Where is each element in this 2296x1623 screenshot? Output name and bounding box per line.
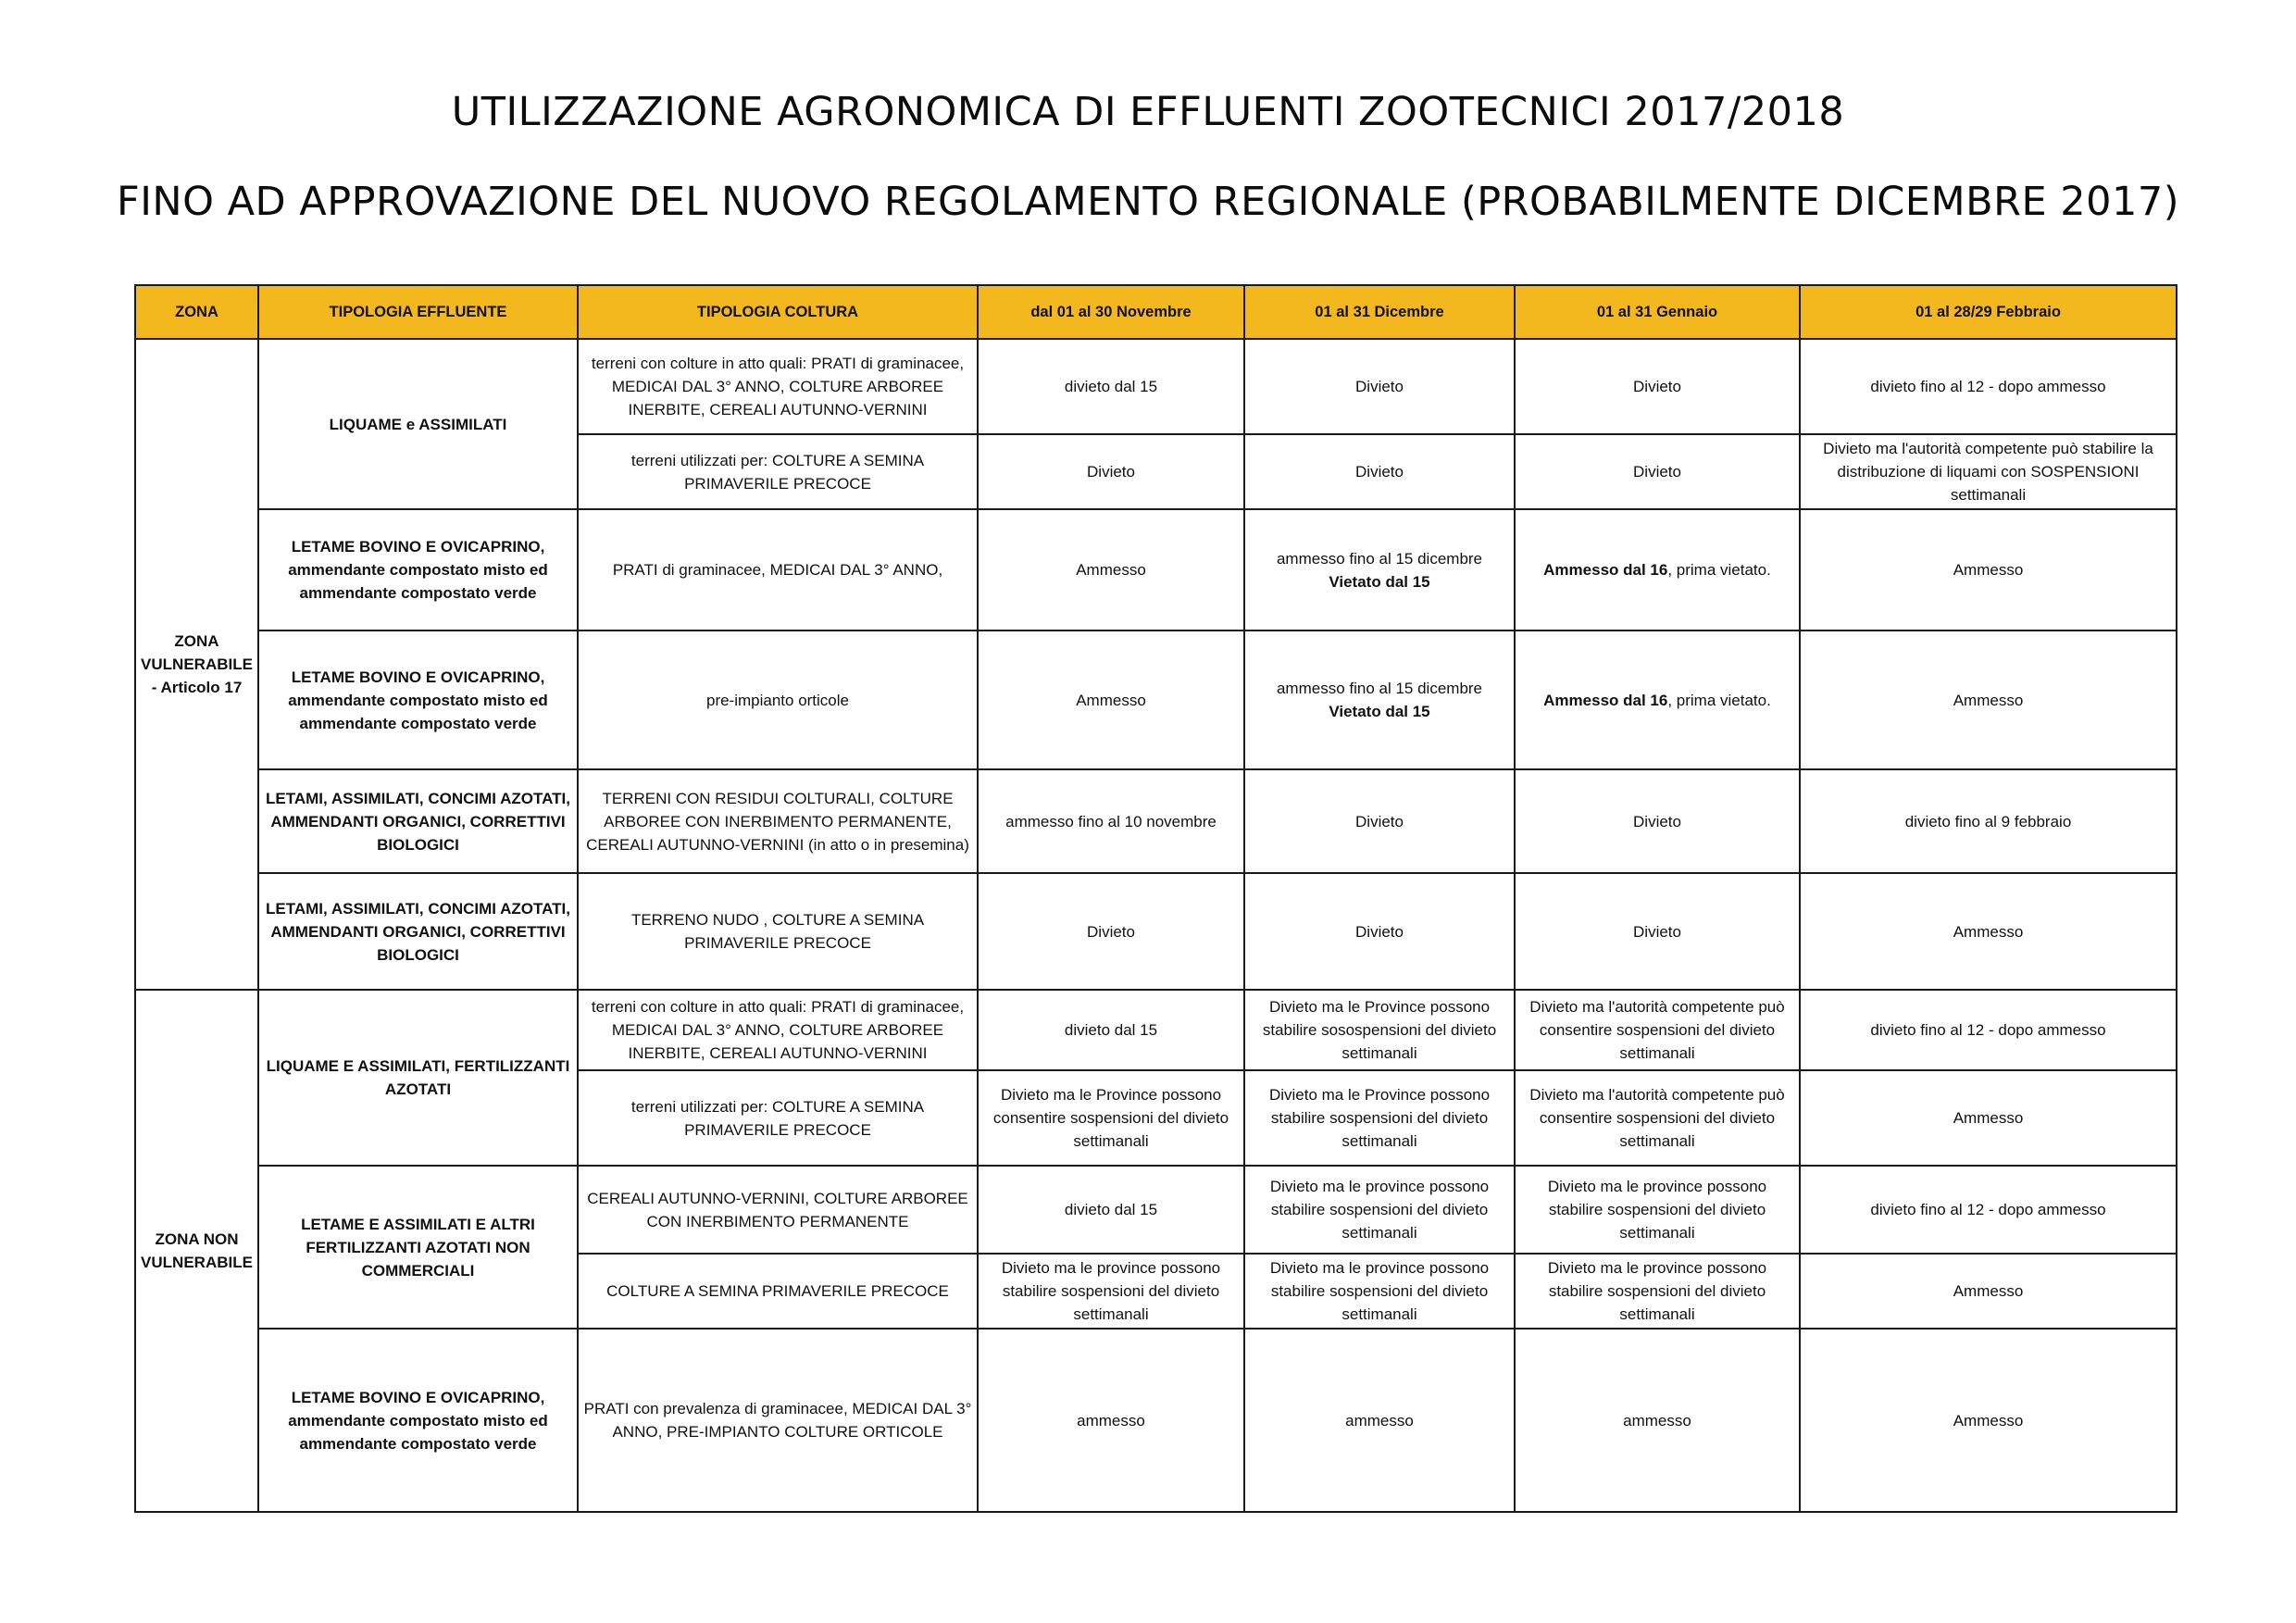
regulation-table — [134, 284, 2177, 1513]
crop-cell: PRATI con prevalenza di graminacee, MEDICAI DAL 3° ANNO, PRE-IMPIANTO COLTURE ORTICOLE — [578, 1329, 978, 1512]
cell-febbraio: divieto fino al 12 - dopo ammesso — [1800, 339, 2177, 434]
table-row — [135, 509, 2177, 630]
crop-cell: terreni utilizzati per: COLTURE A SEMINA PRIMAVERILE PRECOCE — [578, 1070, 978, 1166]
cell-gennaio — [1515, 509, 1800, 630]
header-gennaio: 01 al 31 Gennaio — [1515, 285, 1800, 339]
cell-bold-text: Vietato dal 15 — [1329, 572, 1430, 591]
cell-gennaio: Divieto ma l'autorità competente può consentire sospensioni del divieto settimanali — [1515, 990, 1800, 1070]
cell-text: , prima vietato. — [1667, 691, 1771, 709]
cell-dicembre: Divieto — [1244, 769, 1515, 873]
cell-bold-text: Ammesso dal 16 — [1543, 561, 1668, 579]
effluent-cell: LIQUAME e ASSIMILATI — [258, 339, 578, 509]
cell-text: , prima vietato. — [1667, 561, 1771, 579]
page-subtitle: FINO AD APPROVAZIONE DEL NUOVO REGOLAMENTO REGIONALE (PROBABILMENTE DICEMBRE 2017) — [117, 179, 2179, 225]
table-header-row — [135, 285, 2177, 339]
page-title: UTILIZZAZIONE AGRONOMICA DI EFFLUENTI ZOOTECNICI 2017/2018 — [451, 89, 1845, 135]
crop-cell: CEREALI AUTUNNO-VERNINI, COLTURE ARBOREE CON INERBIMENTO PERMANENTE — [578, 1166, 978, 1254]
cell-gennaio: Divieto ma le province possono stabilire sospensioni del divieto settimanali — [1515, 1166, 1800, 1254]
zone-cell: ZONA VULNERABILE - Articolo 17 — [135, 339, 258, 990]
cell-febbraio: Ammesso — [1800, 873, 2177, 990]
effluent-cell: LETAME E ASSIMILATI E ALTRI FERTILIZZANTI AZOTATI NON COMMERCIALI — [258, 1166, 578, 1329]
cell-dicembre — [1244, 630, 1515, 769]
cell-dicembre: Divieto ma le province possono stabilire sospensioni del divieto settimanali — [1244, 1166, 1515, 1254]
cell-dicembre — [1244, 509, 1515, 630]
crop-cell: terreni con colture in atto quali: PRATI di graminacee, MEDICAI DAL 3° ANNO, COLTURE ARBOREE INERBITE, CEREALI AUTUNNO-VERNINI — [578, 339, 978, 434]
cell-gennaio: Divieto ma le province possono stabilire sospensioni del divieto settimanali — [1515, 1254, 1800, 1329]
table-row — [135, 630, 2177, 769]
crop-cell: PRATI di graminacee, MEDICAI DAL 3° ANNO, — [578, 509, 978, 630]
cell-dicembre: ammesso — [1244, 1329, 1515, 1512]
cell-dicembre: Divieto — [1244, 873, 1515, 990]
header-tipologia-effluente: TIPOLOGIA EFFLUENTE — [258, 285, 578, 339]
cell-novembre: Divieto — [978, 434, 1244, 509]
cell-dicembre: Divieto ma le Province possono stabilire sosospensioni del divieto settimanali — [1244, 990, 1515, 1070]
table-row — [135, 1166, 2177, 1254]
cell-novembre: divieto dal 15 — [978, 990, 1244, 1070]
cell-novembre: divieto dal 15 — [978, 339, 1244, 434]
effluent-cell: LETAME BOVINO E OVICAPRINO, ammendante compostato misto ed ammendante compostato verde — [258, 1329, 578, 1512]
cell-gennaio: Divieto — [1515, 339, 1800, 434]
header-febbraio: 01 al 28/29 Febbraio — [1800, 285, 2177, 339]
crop-cell: COLTURE A SEMINA PRIMAVERILE PRECOCE — [578, 1254, 978, 1329]
cell-febbraio: Ammesso — [1800, 1254, 2177, 1329]
cell-bold-text: Ammesso dal 16 — [1543, 691, 1668, 709]
crop-cell: pre-impianto orticole — [578, 630, 978, 769]
cell-dicembre: Divieto ma le province possono stabilire sospensioni del divieto settimanali — [1244, 1254, 1515, 1329]
cell-bold-text: Vietato dal 15 — [1329, 703, 1430, 720]
cell-gennaio: ammesso — [1515, 1329, 1800, 1512]
cell-gennaio — [1515, 630, 1800, 769]
cell-febbraio: divieto fino al 12 - dopo ammesso — [1800, 990, 2177, 1070]
zone-cell: ZONA NON VULNERABILE — [135, 990, 258, 1512]
crop-cell: TERRENI CON RESIDUI COLTURALI, COLTURE ARBOREE CON INERBIMENTO PERMANENTE, CEREALI AUTUNNO-VERNINI (in atto o in presemina) — [578, 769, 978, 873]
crop-cell: terreni utilizzati per: COLTURE A SEMINA PRIMAVERILE PRECOCE — [578, 434, 978, 509]
cell-gennaio: Divieto — [1515, 873, 1800, 990]
table-row — [135, 990, 2177, 1070]
cell-gennaio: Divieto ma l'autorità competente può consentire sospensioni del divieto settimanali — [1515, 1070, 1800, 1166]
table-row — [135, 339, 2177, 434]
cell-novembre: ammesso fino al 10 novembre — [978, 769, 1244, 873]
cell-dicembre: Divieto ma le Province possono stabilire sospensioni del divieto settimanali — [1244, 1070, 1515, 1166]
cell-febbraio: Ammesso — [1800, 1329, 2177, 1512]
crop-cell: terreni con colture in atto quali: PRATI di graminacee, MEDICAI DAL 3° ANNO, COLTURE ARBOREE INERBITE, CEREALI AUTUNNO-VERNINI — [578, 990, 978, 1070]
cell-febbraio: Ammesso — [1800, 1070, 2177, 1166]
cell-text: ammesso fino al 15 dicembre — [1276, 549, 1483, 568]
cell-dicembre: Divieto — [1244, 434, 1515, 509]
cell-febbraio: divieto fino al 12 - dopo ammesso — [1800, 1166, 2177, 1254]
cell-febbraio: Ammesso — [1800, 509, 2177, 630]
table-row — [135, 769, 2177, 873]
cell-febbraio: Ammesso — [1800, 630, 2177, 769]
cell-dicembre: Divieto — [1244, 339, 1515, 434]
header-zona: ZONA — [135, 285, 258, 339]
cell-gennaio: Divieto — [1515, 769, 1800, 873]
cell-text: ammesso fino al 15 dicembre — [1276, 680, 1483, 697]
header-dicembre: 01 al 31 Dicembre — [1244, 285, 1515, 339]
cell-novembre: Ammesso — [978, 509, 1244, 630]
cell-febbraio: divieto fino al 9 febbraio — [1800, 769, 2177, 873]
effluent-cell: LETAMI, ASSIMILATI, CONCIMI AZOTATI, AMMENDANTI ORGANICI, CORRETTIVI BIOLOGICI — [258, 873, 578, 990]
effluent-cell: LETAME BOVINO E OVICAPRINO, ammendante compostato misto ed ammendante compostato verde — [258, 630, 578, 769]
crop-cell: TERRENO NUDO , COLTURE A SEMINA PRIMAVERILE PRECOCE — [578, 873, 978, 990]
header-tipologia-coltura: TIPOLOGIA COLTURA — [578, 285, 978, 339]
cell-novembre: Divieto ma le Province possono consentire sospensioni del divieto settimanali — [978, 1070, 1244, 1166]
effluent-cell: LIQUAME E ASSIMILATI, FERTILIZZANTI AZOTATI — [258, 990, 578, 1166]
effluent-cell: LETAME BOVINO E OVICAPRINO, ammendante compostato misto ed ammendante compostato verde — [258, 509, 578, 630]
cell-novembre: Divieto ma le province possono stabilire sospensioni del divieto settimanali — [978, 1254, 1244, 1329]
effluent-cell: LETAMI, ASSIMILATI, CONCIMI AZOTATI, AMMENDANTI ORGANICI, CORRETTIVI BIOLOGICI — [258, 769, 578, 873]
cell-novembre: ammesso — [978, 1329, 1244, 1512]
table-row — [135, 873, 2177, 990]
cell-novembre: divieto dal 15 — [978, 1166, 1244, 1254]
cell-gennaio: Divieto — [1515, 434, 1800, 509]
header-novembre: dal 01 al 30 Novembre — [978, 285, 1244, 339]
cell-novembre: Ammesso — [978, 630, 1244, 769]
table-row — [135, 1329, 2177, 1512]
cell-febbraio: Divieto ma l'autorità competente può stabilire la distribuzione di liquami con SOSPENSIONI settimanali — [1800, 434, 2177, 509]
cell-novembre: Divieto — [978, 873, 1244, 990]
